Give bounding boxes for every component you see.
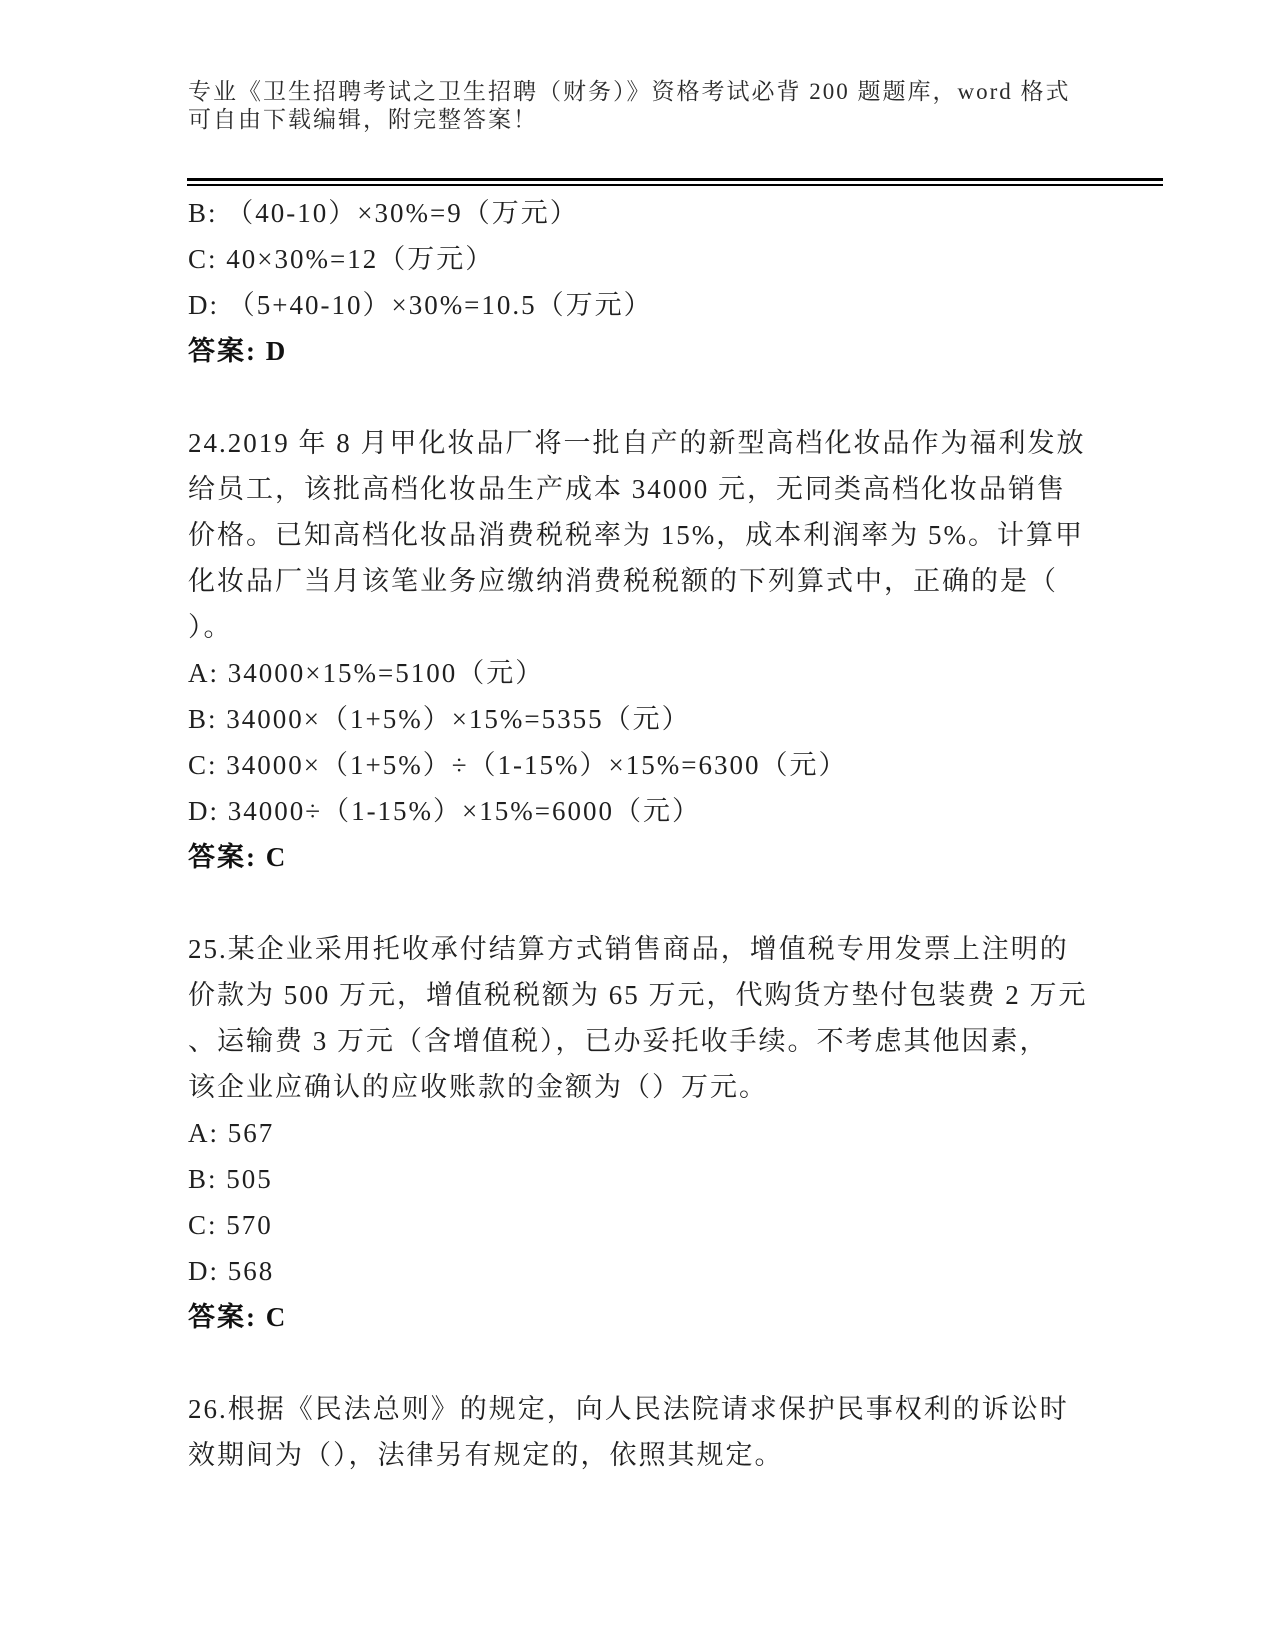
question-block-24 [188,420,1128,880]
option-line: D: （5+40-10）×30%=10.5（万元） [188,290,653,320]
header-divider [187,178,1163,186]
question-line: 25.某企业采用托收承付结算方式销售商品，增值税专用发票上注明的 [188,934,1069,964]
option-line: B: （40-10）×30%=9（万元） [188,198,579,228]
option-line: C: 34000×（1+5%）÷（1-15%）×15%=6300（元） [188,750,848,780]
question-line: 26.根据《民法总则》的规定，向人民法院请求保护民事权利的诉讼时 [188,1394,1069,1424]
question-block-25 [188,926,1128,1340]
question-block-26 [188,1386,1128,1478]
option-line: D: 34000÷（1-15%）×15%=6000（元） [188,796,701,826]
question-line: ）。 [188,612,233,642]
header-line: 专业《卫生招聘考试之卫生招聘（财务）》资格考试必背 200 题题库，word 格式 [188,79,1071,104]
question-line: 价款为 500 万元，增值税税额为 65 万元，代购货方垫付包装费 2 万元 [188,980,1088,1010]
option-line: C: 570 [188,1210,273,1240]
question-line: 化妆品厂当月该笔业务应缴纳消费税税额的下列算式中，正确的是（ [188,566,1058,596]
question-line: 该企业应确认的应收账款的金额为（）万元。 [188,1072,768,1102]
option-line: D: 568 [188,1256,275,1286]
page-header [188,78,1108,134]
question-line: 24.2019 年 8 月甲化妆品厂将一批自产的新型高档化妆品作为福利发放 [188,428,1086,458]
answer-line: 答案: D [188,336,288,366]
header-line: 可自由下载编辑，附完整答案！ [188,107,538,132]
question-block-23-partial [188,190,1128,374]
question-line: 给员工，该批高档化妆品生产成本 34000 元，无同类高档化妆品销售 [188,474,1066,504]
option-line: A: 34000×15%=5100（元） [188,658,545,688]
answer-line: 答案: C [188,842,288,872]
question-line: 、运输费 3 万元（含增值税），已办妥托收手续。不考虑其他因素， [188,1026,1049,1056]
option-line: A: 567 [188,1118,275,1148]
document-body [188,190,1128,1478]
option-line: B: 505 [188,1164,273,1194]
answer-line: 答案: C [188,1302,288,1332]
option-line: C: 40×30%=12（万元） [188,244,495,274]
question-line: 效期间为（），法律另有规定的，依照其规定。 [188,1440,784,1470]
question-line: 价格。已知高档化妆品消费税税率为 15%，成本利润率为 5%。计算甲 [188,520,1084,550]
option-line: B: 34000×（1+5%）×15%=5355（元） [188,704,691,734]
